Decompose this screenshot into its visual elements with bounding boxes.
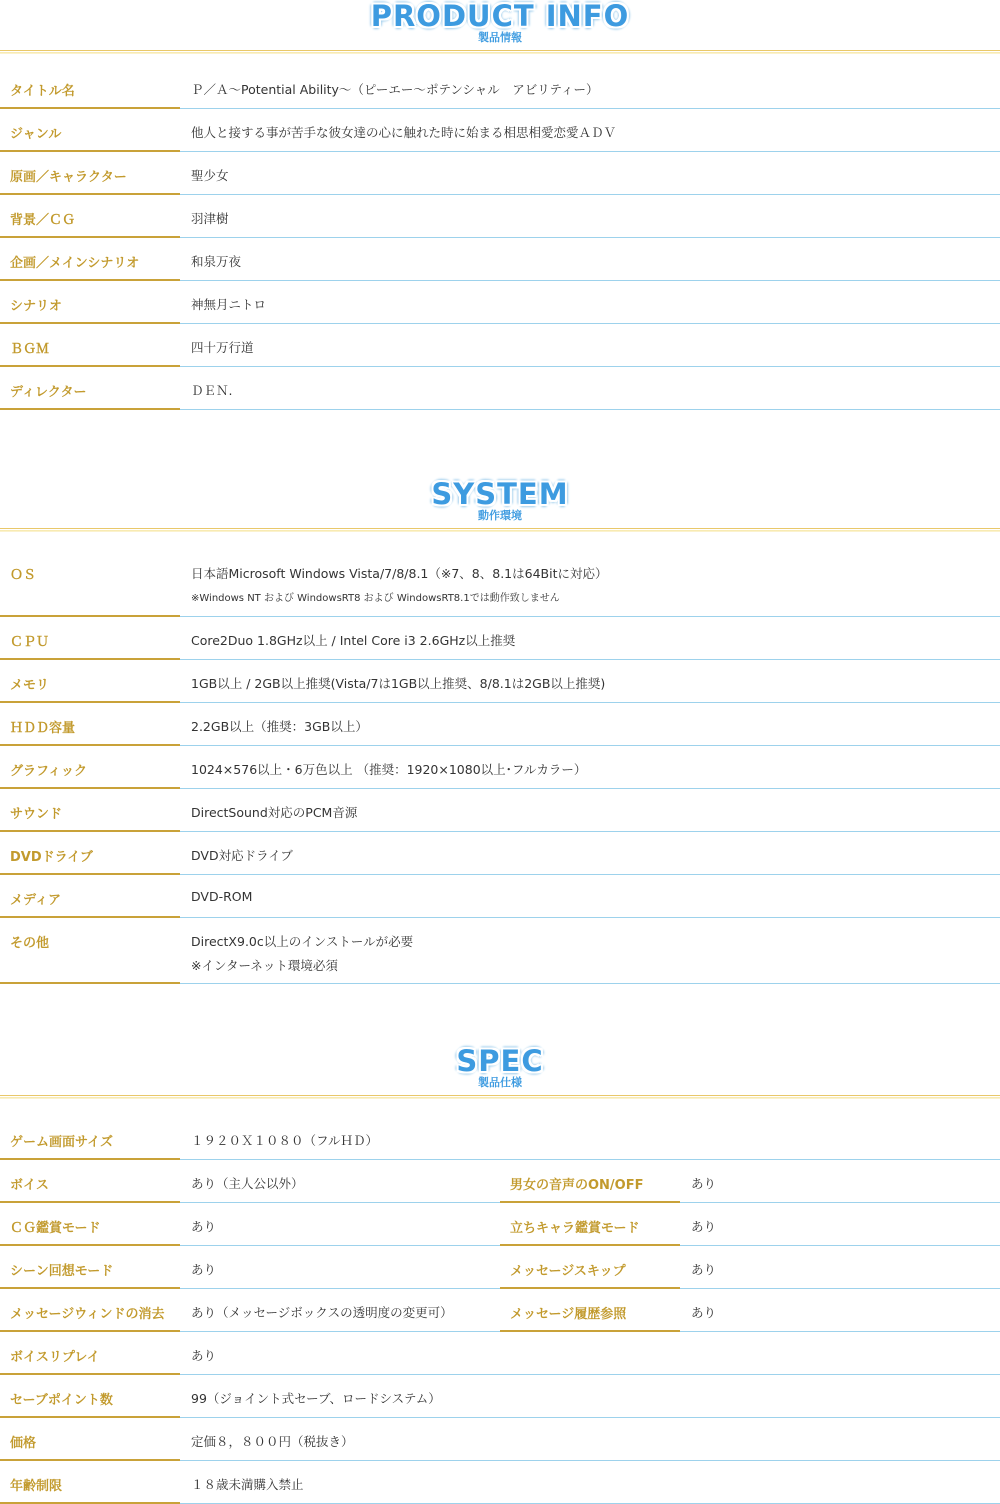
table-row: [0, 324, 1000, 367]
product-info-subtitle: 製品情報: [478, 31, 522, 44]
row-value: [180, 238, 1000, 281]
row-label: [0, 1203, 180, 1246]
table-row: [0, 66, 1000, 109]
row-value-text: 2.2GB以上（推奨：3GB以上）: [191, 719, 368, 734]
row-label-text: 企画／メインシナリオ: [10, 256, 140, 271]
row-value-text: あり: [691, 1176, 717, 1191]
product-info-table: [0, 66, 1000, 410]
row-label: [0, 832, 180, 875]
row-value: [180, 703, 1000, 746]
row-label: [0, 1246, 180, 1289]
table-row: [0, 550, 1000, 617]
spec-table: [0, 1117, 1000, 1504]
row-value-text: あり: [691, 1219, 717, 1234]
row-value-text: 1GB以上 / 2GB以上推奨(Vista/7は1GB以上推奨、8/8.1は2GB以上推奨): [191, 676, 606, 691]
row-value-text: 他人と接する事が苦手な彼女達の心に触れた時に始まる相思相愛恋愛ＡＤＶ: [191, 125, 617, 140]
row-label-text: サウンド: [10, 807, 63, 822]
row-value-text: 定価８，８００円（税抜き）: [191, 1434, 354, 1449]
table-row: [0, 1246, 1000, 1289]
row-label: [0, 918, 180, 984]
row-value: [180, 1246, 500, 1289]
row-label-text: グラフィック: [10, 764, 87, 779]
row-label-text: タイトル名: [10, 84, 75, 99]
table-row: [0, 152, 1000, 195]
row-value: [180, 1160, 500, 1203]
row-label-text: ジャンル: [10, 127, 62, 142]
row-label-text: 原画／キャラクター: [10, 170, 127, 185]
row-label: [0, 152, 180, 195]
product-info-section: [0, 0, 1000, 410]
row-value-text: あり（メッセージボックスの透明度の変更可）: [191, 1305, 453, 1320]
row-value-text: 神無月ニトロ: [191, 297, 267, 312]
table-row: [0, 109, 1000, 152]
row-label-secondary: [500, 1160, 680, 1203]
row-value: [180, 152, 1000, 195]
row-label-text: メッセージ履歴参照: [510, 1307, 627, 1322]
row-label-text: ゲーム画面サイズ: [10, 1135, 113, 1150]
table-row: [0, 703, 1000, 746]
row-label-text: メモリ: [10, 678, 50, 693]
row-label: [0, 550, 180, 617]
row-label: [0, 703, 180, 746]
row-label-text: 立ちキャラ鑑賞モード: [510, 1221, 640, 1236]
row-value-text: DirectSound対応のPCM音源: [191, 805, 358, 820]
spec-section: [0, 1045, 1000, 1504]
row-value-secondary: [680, 1289, 1000, 1332]
row-value-text: あり: [691, 1262, 717, 1277]
row-label-text: シナリオ: [10, 299, 62, 314]
row-value-text: あり: [191, 1262, 217, 1277]
row-value-text: DirectX9.0c以上のインストールが必要: [191, 934, 414, 949]
row-value-text: Core2Duo 1.8GHz以上 / Intel Core i3 2.6GHz以上推奨: [191, 633, 516, 648]
row-value-text: 聖少女: [191, 168, 229, 183]
row-value: [180, 1203, 500, 1246]
row-value: [180, 918, 1000, 984]
row-label-text: 男女の音声のON/OFF: [510, 1178, 644, 1193]
row-label: [0, 1418, 180, 1461]
row-label-text: DVDドライブ: [10, 850, 93, 865]
row-value: [180, 109, 1000, 152]
table-row: [0, 1332, 1000, 1375]
row-value: [180, 1289, 500, 1332]
row-label-text: ＯＳ: [10, 568, 37, 583]
row-label: [0, 1160, 180, 1203]
spec-header: [0, 1045, 1000, 1097]
row-label: [0, 1375, 180, 1418]
row-value-text: あり: [691, 1305, 717, 1320]
row-label: [0, 238, 180, 281]
table-row: [0, 1117, 1000, 1160]
row-label-text: ＢＧＭ: [10, 342, 50, 357]
row-label: [0, 1117, 180, 1160]
section-divider: [0, 1095, 1000, 1099]
row-value-text: 和泉万夜: [191, 254, 242, 269]
table-row: [0, 875, 1000, 918]
row-label-text: セーブポイント数: [10, 1393, 113, 1408]
system-table: [0, 550, 1000, 984]
row-label: [0, 1289, 180, 1332]
row-value-text: あり: [191, 1219, 217, 1234]
row-value-line2: ※インターネット環境必須: [191, 958, 338, 973]
table-row: [0, 617, 1000, 660]
row-value: [180, 195, 1000, 238]
row-value: [180, 875, 1000, 918]
row-label-secondary: [500, 1289, 680, 1332]
row-label-text: シーン回想モード: [10, 1264, 114, 1279]
table-row: [0, 1289, 1000, 1332]
row-label-text: 年齢制限: [10, 1479, 63, 1494]
spec-title: SPEC: [456, 1044, 544, 1078]
row-label: [0, 1461, 180, 1504]
row-value: [180, 1117, 1000, 1160]
table-row: [0, 1203, 1000, 1246]
row-label: [0, 281, 180, 324]
row-value-secondary: [680, 1160, 1000, 1203]
row-value: [180, 1418, 1000, 1461]
system-title: SYSTEM: [431, 477, 569, 511]
table-row: [0, 281, 1000, 324]
row-label-text: ＣＧ鑑賞モード: [10, 1221, 101, 1236]
section-divider: [0, 50, 1000, 54]
row-value: [180, 324, 1000, 367]
row-value: [180, 746, 1000, 789]
row-value: [180, 281, 1000, 324]
row-value-secondary: [680, 1246, 1000, 1289]
table-row: [0, 918, 1000, 984]
row-value-secondary: [680, 1203, 1000, 1246]
row-label-text: 価格: [10, 1436, 37, 1451]
table-row: [0, 1160, 1000, 1203]
row-value: [180, 1332, 1000, 1375]
row-value: [180, 1461, 1000, 1504]
row-value-text: DVD対応ドライブ: [191, 848, 293, 863]
row-label-text: ＣＰＵ: [10, 635, 50, 650]
row-label-text: メディア: [10, 893, 61, 908]
row-label-text: メッセージウィンドの消去: [10, 1307, 165, 1322]
row-label: [0, 1332, 180, 1375]
row-label: [0, 789, 180, 832]
table-row: [0, 1461, 1000, 1504]
row-label-text: ボイス: [10, 1178, 49, 1193]
row-label: [0, 660, 180, 703]
table-row: [0, 789, 1000, 832]
row-label: [0, 66, 180, 109]
table-row: [0, 195, 1000, 238]
row-value-text: ＤＥＮ.: [191, 383, 233, 398]
row-label: [0, 746, 180, 789]
product-info-header: [0, 0, 1000, 52]
row-label-text: ＨＤＤ容量: [10, 721, 76, 736]
row-value: [180, 832, 1000, 875]
row-value: [180, 367, 1000, 410]
row-value-text: 1024×576以上・6万色以上 （推奨：1920×1080以上･フルカラー）: [191, 762, 587, 777]
system-section: [0, 478, 1000, 984]
row-label: [0, 324, 180, 367]
section-divider: [0, 528, 1000, 532]
row-value: [180, 660, 1000, 703]
table-row: [0, 1375, 1000, 1418]
row-label: [0, 195, 180, 238]
row-label-text: メッセージスキップ: [510, 1264, 626, 1279]
table-row: [0, 660, 1000, 703]
row-value-text: 羽津樹: [191, 211, 229, 226]
row-value-text: １９２０Ｘ１０８０（フルＨＤ）: [191, 1133, 379, 1148]
row-label-text: 背景／ＣＧ: [10, 213, 76, 228]
product-info-title: PRODUCT INFO: [370, 0, 630, 33]
system-header: [0, 478, 1000, 530]
row-value: [180, 789, 1000, 832]
table-row: [0, 238, 1000, 281]
row-value-text: 99（ジョイント式セーブ、ロードシステム）: [191, 1391, 441, 1406]
row-value-text: あり: [191, 1348, 217, 1363]
row-value: [180, 550, 1000, 617]
system-subtitle: 動作環境: [478, 509, 522, 522]
table-row: [0, 367, 1000, 410]
row-label-text: その他: [10, 936, 50, 951]
table-row: [0, 746, 1000, 789]
row-value: [180, 66, 1000, 109]
row-value-text: １８歳未満購入禁止: [191, 1477, 304, 1492]
row-value-text: Ｐ／Ａ～Potential Ability～（ピーエー～ポテンシャル アビリティー）: [191, 82, 599, 97]
row-label-text: ボイスリプレイ: [10, 1350, 100, 1365]
row-value-text: あり（主人公以外）: [191, 1176, 304, 1191]
row-value-text: DVD-ROM: [191, 889, 253, 904]
row-value-text: 日本語Microsoft Windows Vista/7/8/8.1（※7、8、8.1は64Bitに対応）: [191, 566, 608, 581]
row-label: [0, 109, 180, 152]
row-value: [180, 617, 1000, 660]
table-row: [0, 1418, 1000, 1461]
row-value-text: 四十万行道: [191, 340, 254, 355]
row-label: [0, 875, 180, 918]
row-label: [0, 617, 180, 660]
row-value: [180, 1375, 1000, 1418]
spec-subtitle: 製品仕様: [478, 1076, 522, 1089]
row-label: [0, 367, 180, 410]
row-label-secondary: [500, 1246, 680, 1289]
row-label-text: ディレクター: [10, 385, 87, 400]
row-label-secondary: [500, 1203, 680, 1246]
row-note-text: ※Windows NT および WindowsRT8 および WindowsRT8.1では動作致しません: [191, 593, 560, 604]
table-row: [0, 832, 1000, 875]
